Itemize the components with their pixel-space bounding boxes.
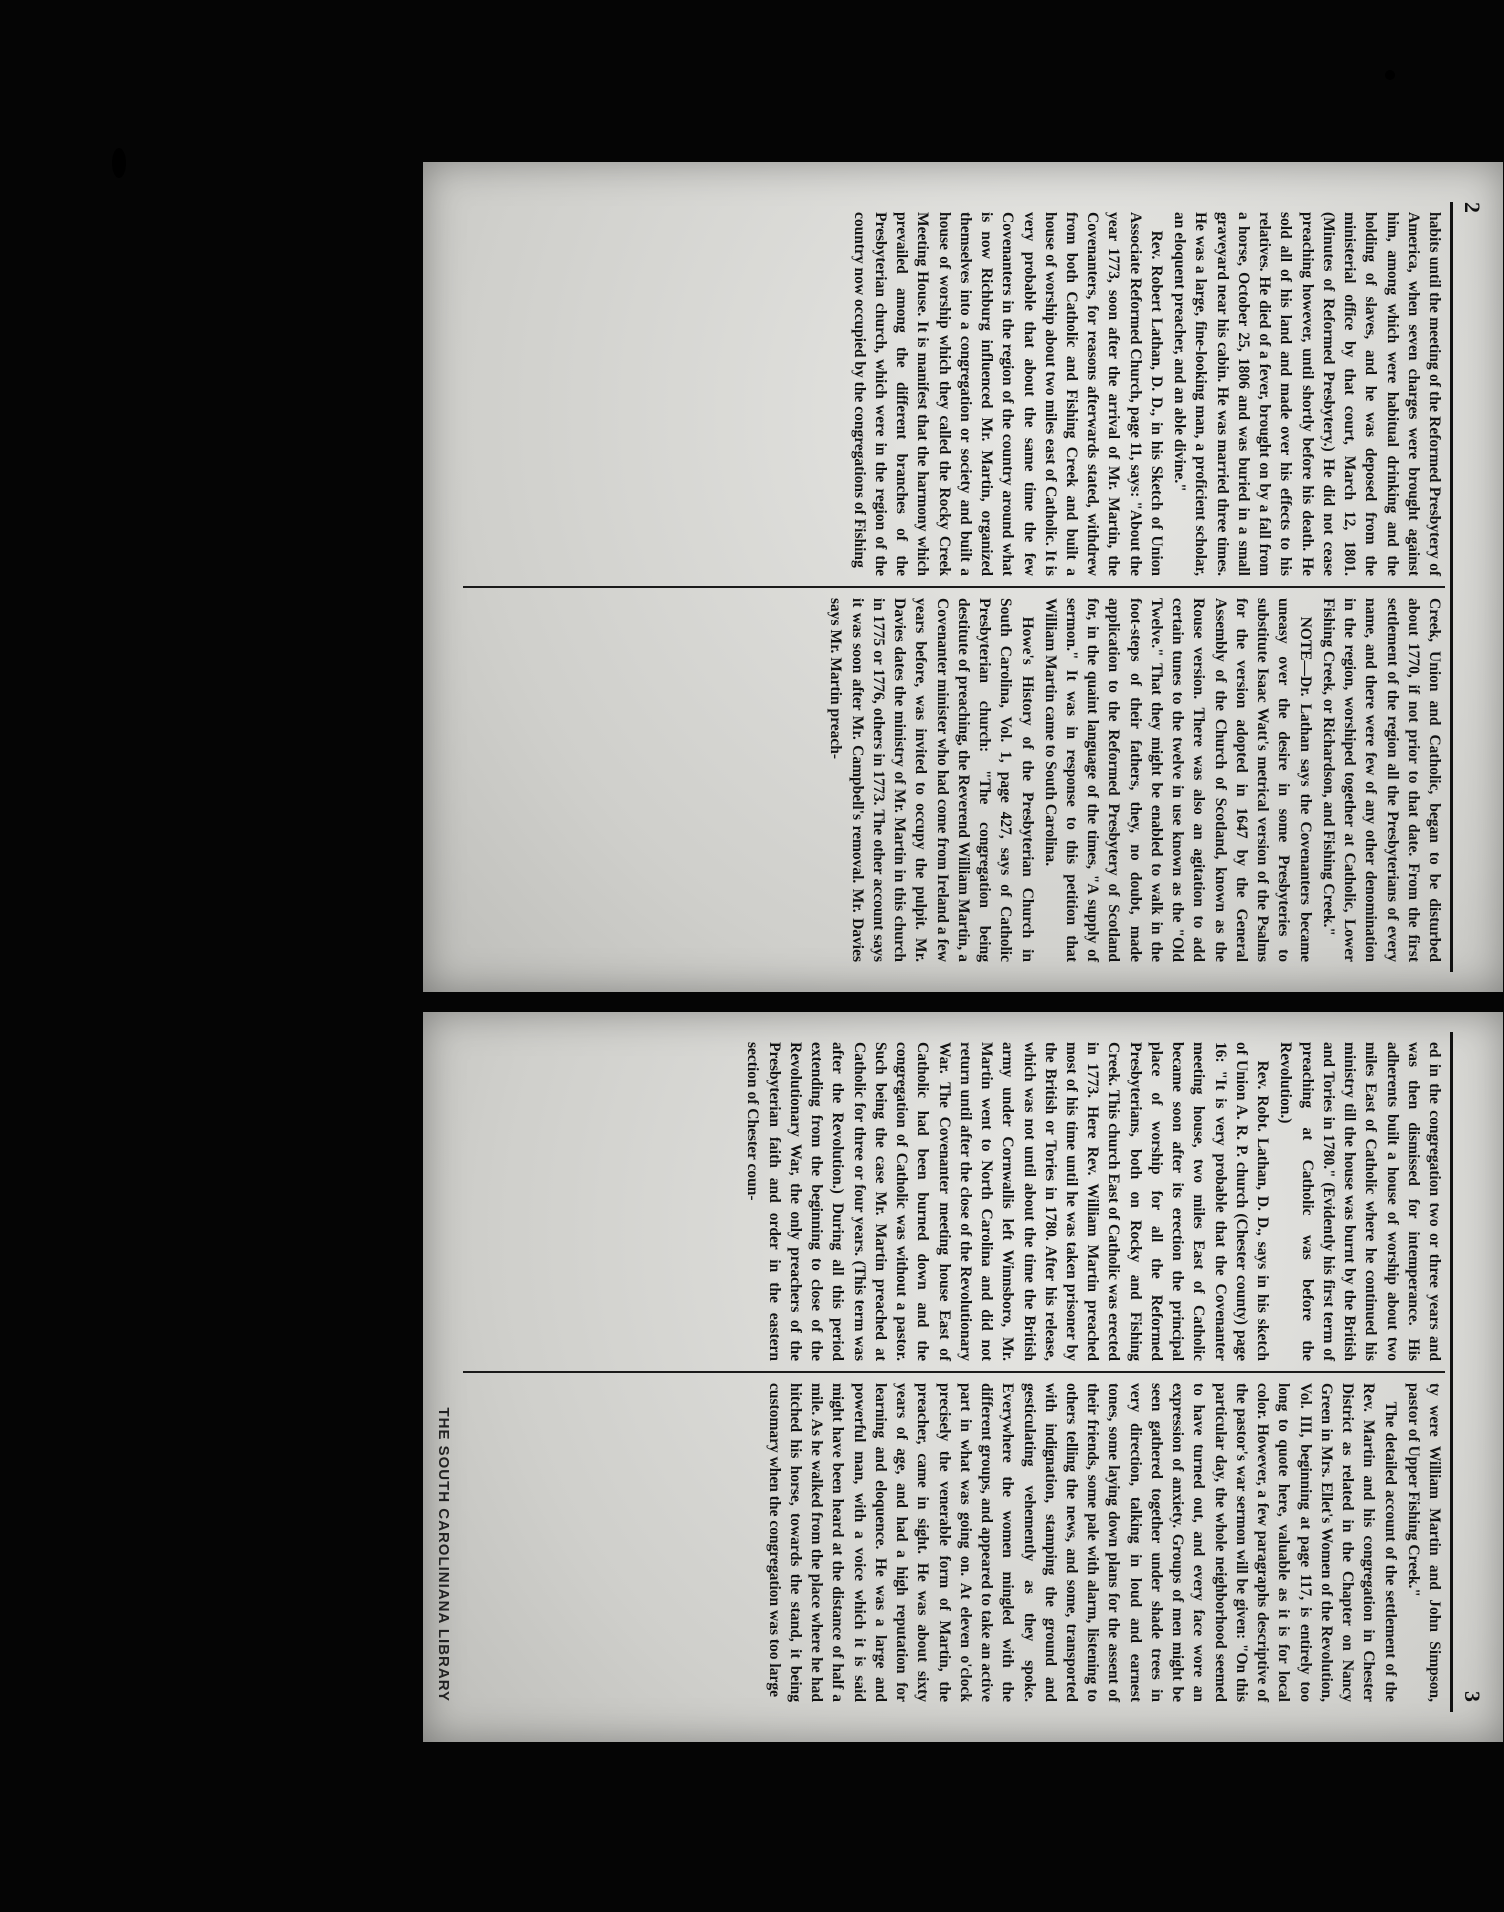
header-rule [1450, 1032, 1453, 1712]
paragraph: ed in the congregation two or three years and was then dismissed for intemperance. His adherents built a house of worship about two miles East of Catholic where he continued his ministry till the house was burnt by the British and Tories in 1780." (Evidently his first term of preaching at Catholic was before the Revolution.) [1277, 1042, 1443, 1361]
paragraph: Howe's History of the Presbyterian Church in South Carolina, Vol. 1, page 427, says of Catholic Presbyterian church: "The congregation being destitute of preaching, the Reverend William Martin, a Covenanter minister who had come from Ireland a few years before, was invited to occupy the pulpit. Mr. Davies dates the ministry of Mr. Martin in this church in 1775 or 1776, others in 1773. The other account says it was soon after Mr. Campbell's removal. Mr. Davies says Mr. Martin preach- [827, 598, 1036, 962]
column-1 [463, 1032, 1445, 1371]
library-stamp: THE SOUTH CAROLINIANA LIBRARY [435, 1407, 452, 1702]
left-columns [463, 202, 1445, 972]
right-columns [463, 1032, 1445, 1712]
dust-speck [1385, 70, 1395, 80]
paragraph: The detailed account of the settlement of the Rev. Martin and his congregation in Chester District as related in the Chapter on Nancy Green in Mrs. Ellet's Women of the Revolution, Vol. III, beginning at page 117, is entirely too long to quote here, valuable as it is for local color. However, a few paragraphs descriptive of the pastor's war sermon will be given: "On this particular day, the whole neighborhood seemed to have turned out, and every face wore an expression of anxiety. Groups of men might be seen gathered together under shade trees in very direction, talking in loud and earnest tones, some laying down plans for the assent of their friends, some pale with alarm, listening to others telling the news, and some, transported with indignation, stamping the ground and gesticulating vehemently as they spoke. Everywhere the women mingled with the different groups, and appeared to take an active part in what was going on. At eleven o'clock precisely the venerable form of Martin, the preacher, came in sight. He was about sixty years of age, and had a high reputation for learning and eloquence. He was a large and powerful man, with a voice which it is said might have been heard at the distance of half a mile. As he walked from the place where he had hitched his horse, towards the stand, it being customary when the congregation was too large [765, 1383, 1399, 1702]
page-number: 2 [1460, 202, 1485, 213]
book-spread [423, 162, 1503, 1742]
column-2 [463, 1371, 1445, 1712]
paragraph: Rev. Robt. Lathan, D. D., says in his sketch of Union A. R. P. church (Chester county) page 16: "It is very probable that the Covenanter meeting house, two miles East of Catholic became soon after its erection the principal place of worship for all the Reformed Presbyterians, both on Rocky and Fishing Creek. This church East of Catholic was erected in 1773. Here Rev. William Martin preached most of his time until he was taken prisoner by the British or Tories in 1780. After his release, which was not until about the time the British army under Cornwallis left Winnsboro, Mr. Martin went to North Carolina and did not return until after the close of the Revolutionary War. The Covenanter meeting house East of Catholic had been burned down and the congregation of Catholic was without a pastor. Such being the case Mr. Martin preached at Catholic for three or four years. (This term was after the Revolution.) During all this period extending from the beginning to close of the Revolutionary War, the only preachers of the Presbyterian faith and order in the eastern section of Chester coun- [744, 1042, 1272, 1361]
header-rule [1450, 202, 1453, 972]
column-1 [463, 202, 1445, 586]
left-page [423, 162, 1503, 992]
paragraph: ty were William Martin and John Simpson, pastor of Upper Fishing Creek." [1404, 1383, 1443, 1702]
paragraph: Creek, Union and Catholic, began to be disturbed about 1770, if not prior to that date. From the first settlement of the region all the Presbyterians of every name, and there were few of any other denomination in the region, worshiped together at Catholic, Lower Fishing Creek, or Richardson, and Fishing Creek." [1319, 598, 1443, 962]
dust-speck [112, 148, 126, 178]
paragraph: Rev. Robert Lathan, D. D., in his Sketch of Union Associate Reformed Church, page 11, says: "About the year 1773, soon after the arrival of Mr. Martin, the Covenanters, for reasons afterwards stated, withdrew from both Catholic and Fishing Creek and built a house of worship about two miles east of Catholic. It is very probable that about the same time the few Covenanters in the region of the country around what is now Richburg influenced Mr. Martin, organized themselves into a congregation or society and built a house of worship which they called the Rocky Creek Meeting House. It is manifest that the harmony which prevailed among the different branches of the Presbyterian church, which were in the region of the country now occupied by the congregations of Fishing [850, 212, 1165, 576]
paragraph: NOTE—Dr. Lathan says the Covenanters became uneasy over the desire in some Presbyteries to substitute Isaac Watt's metrical version of the Psalms for the version adopted in 1647 by the General Assembly of the Church of Scotland, known as the Rouse version. There was also an agitation to add certain tunes to the twelve in use known as the "Old Twelve." That they might be enabled to walk in the foot-steps of their fathers, they, no doubt, made application to the Reformed Presbytery of Scotland for, in the quaint language of the times, "A supply of sermon." It was in response to this petition that William Martin came to South Carolina. [1041, 598, 1314, 962]
column-2 [463, 586, 1445, 972]
right-page [423, 1012, 1503, 1742]
paragraph: habits until the meeting of the Reformed Presbytery of America, when seven charges were brought against him, among which were habitual drinking and the holding of slaves, and he was deposed from the ministerial office by that court, March 12, 1801. (Minutes of Reformed Presbytery.) He did not cease preaching however, until shortly before his death. He sold all of his land and made over his effects to his relatives. He died of a fever, brought on by a fall from a horse, October 25, 1806 and was buried in a small graveyard near his cabin. He was married three times. He was a large, fine-looking man, a proficient scholar, an eloquent preacher, and an able divine." [1171, 212, 1443, 576]
page-number: 3 [1460, 1691, 1485, 1702]
